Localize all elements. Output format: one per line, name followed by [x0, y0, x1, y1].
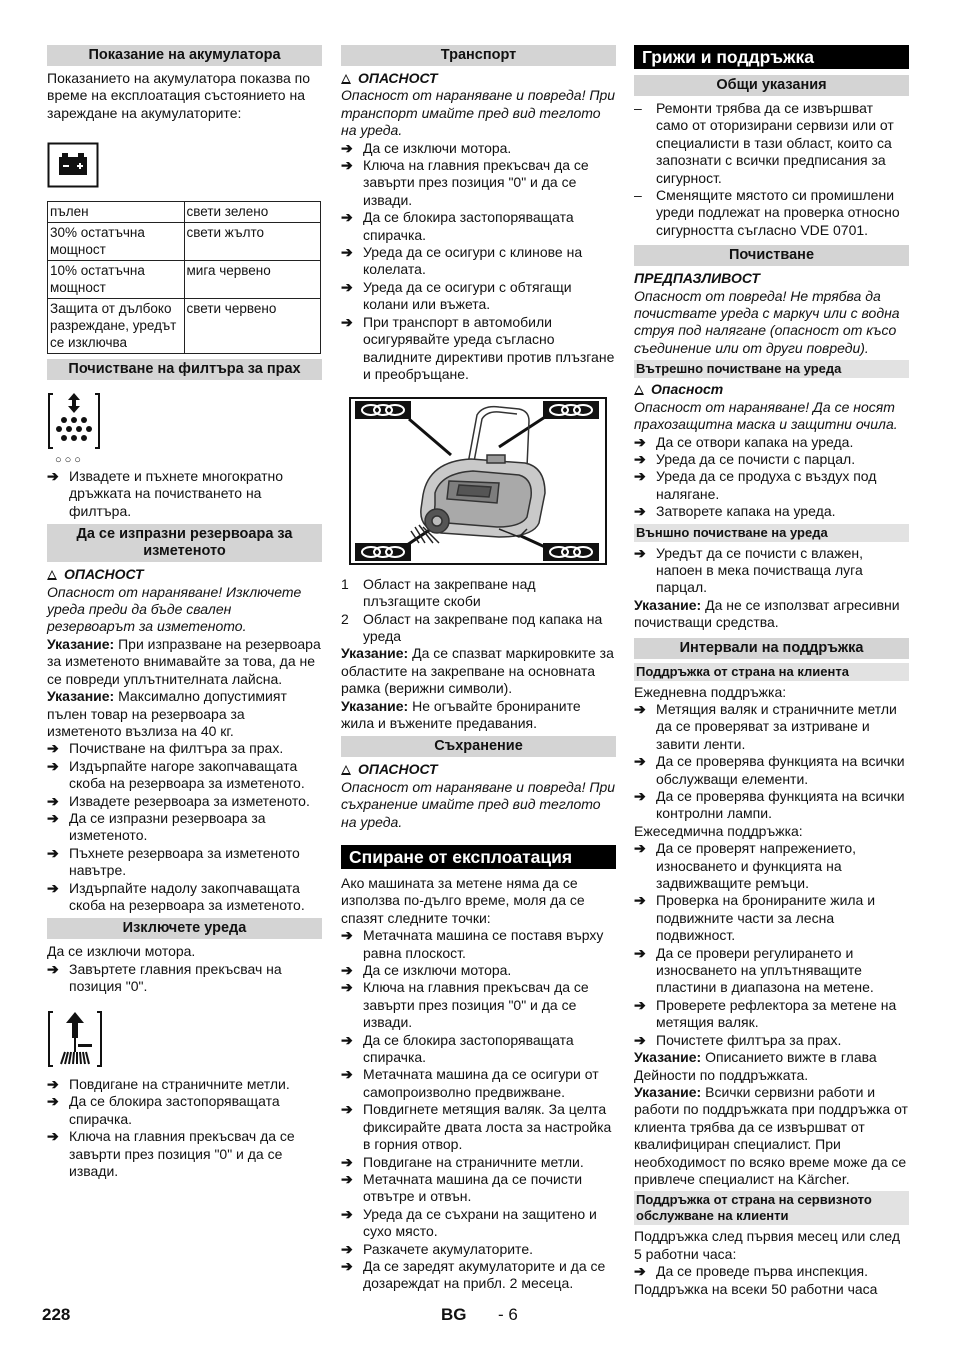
arrow-right-icon: ➔: [341, 1205, 353, 1222]
arrow-right-icon: ➔: [47, 468, 59, 485]
arrow-right-icon: ➔: [341, 1066, 353, 1083]
list-item: ➔ Повдигане на страничните метли.: [341, 1153, 584, 1170]
list-item: ➔ Метачната машина се поставя върху равна плоскост.: [341, 927, 604, 961]
list-item: ➔ Ключа на главния прекъсвач да се завърти през позиция "0" и да се извади.: [341, 157, 589, 208]
list-item: ➔ Да се блокира застопоряващата спирачка.: [47, 1093, 280, 1127]
decommission-intro: Ако машината за метене няма да се използва по-дълго време, моля да се спазят следните точки:: [341, 875, 585, 926]
arrow-right-icon: ➔: [341, 1153, 353, 1170]
arrow-right-icon: ➔: [47, 757, 59, 774]
note: Указание: Всички сервизни работи и работи по поддръжката при поддръжка от клиента трябва да се извършват от квалифициран специалист. При необходимост по всяко време може да се привлече специалист на Kärcher.: [634, 1083, 908, 1187]
arrow-right-icon: ➔: [341, 209, 353, 226]
subsection-title-customer: Поддръжка от страна на клиента: [634, 663, 909, 681]
arrow-right-icon: ➔: [341, 962, 353, 979]
list-item: ➔ Да се провери регулирането и износването на уплътняващите пластини в диапазона на метене.: [634, 944, 874, 996]
note: Указание: Да се спазват маркировките за областите на закрепване на основната рамка (верижни символи).: [341, 645, 614, 697]
list-item: ➔ Да се проверят напрежението, износването и функцията на задвижващите ремъци.: [634, 840, 857, 892]
note: Указание: Не огъвайте бронираните жила и въжените предавания.: [341, 697, 581, 731]
section-title-battery: Показание на акумулатора: [47, 45, 322, 66]
battery-status-table: [47, 201, 321, 354]
list-item: – Ремонти трябва да се извършват само от оторизирани сервизи или от специалисти в тази област, които са запознати с всички предписания за сигурност.: [634, 100, 894, 186]
list-item: ➔ Затворете капака на уреда.: [634, 503, 836, 520]
table-row: [48, 298, 321, 353]
list-item: ➔ Да се проведе първа инспекция.: [634, 1263, 869, 1280]
filter-shaker-icon: ○○○: [47, 392, 322, 466]
language-code: BG: [441, 1305, 467, 1324]
arrow-right-icon: ➔: [634, 840, 646, 857]
table-cell: Защита от дълбоко разреждане, уредът се изключва: [48, 298, 185, 353]
daily-label: Ежедневна поддръжка:: [634, 683, 787, 700]
arrow-right-icon: ➔: [341, 1031, 353, 1048]
list-item: ➔ Да се изключи мотора.: [341, 139, 512, 156]
arrow-right-icon: ➔: [47, 1076, 59, 1092]
service-intro: Поддръжка след първия месец или след 5 работни часа:: [634, 1228, 901, 1262]
arrow-right-icon: ➔: [47, 1093, 59, 1110]
list-item: ➔ Почистване на филтъра за прах.: [47, 740, 284, 757]
section-title-cleaning: Почистване: [634, 245, 909, 266]
list-item: ➔ Метачната машина да се осигури от самопроизволно предвижване.: [341, 1066, 599, 1100]
note: Указание: Максимално допустимият пълен товар на резервоара за изметеното възлиза на 40 кг.: [47, 688, 287, 739]
list-item: ➔ Разкачете акумулаторите.: [341, 1240, 533, 1257]
sweeper-tiedown-figure: [349, 397, 616, 569]
section-title-empty: Да се изпразни резервоара за изметеното: [47, 524, 322, 562]
battery-icon: [47, 142, 322, 192]
brush-lift-icon: [47, 1010, 322, 1072]
arrow-right-icon: ➔: [634, 892, 646, 909]
arrow-right-icon: ➔: [47, 960, 59, 977]
arrow-right-icon: ➔: [634, 544, 646, 561]
arrow-right-icon: ➔: [634, 753, 646, 770]
arrow-right-icon: ➔: [634, 468, 646, 485]
table-cell: пълен: [48, 201, 185, 222]
column-right: [634, 45, 909, 1298]
list-item: ➔ Проверете рефлектора за метене на метящия валяк.: [634, 996, 897, 1031]
list-item: ➔ Метящия валяк и страничните метли да се проверяват за изтриване и завити ленти.: [634, 700, 897, 752]
warning-icon: [341, 765, 351, 775]
battery-text: Показанието на акумулатора показва по време на експлоатация състоянието на зареждане на акумулаторите:: [47, 70, 311, 121]
arrow-right-icon: ➔: [341, 1101, 353, 1118]
arrow-right-icon: ➔: [634, 503, 646, 520]
note: Указание: При изпразване на резервоара за изметеното внимавайте за това, да не се повреди уплътнителната лайсна.: [47, 635, 321, 687]
list-item: – Сменящите мястото си промишлени уреди подлежат на проверка относно сигурността съгласно VDE 0701.: [634, 187, 900, 238]
danger-label: ОПАСНОСТ: [47, 566, 322, 583]
list-item: ➔ Да се блокира застопоряващата спирачка.: [341, 209, 574, 243]
arrow-right-icon: ➔: [634, 433, 646, 450]
section-title-general: Общи указания: [634, 75, 909, 96]
section-title-transport: Транспорт: [341, 45, 616, 66]
table-cell: 30% остатъчна мощност: [48, 222, 185, 260]
arrow-right-icon: ➔: [634, 1263, 646, 1280]
list-item: ➔ Извадете резервоара за изметеното.: [47, 792, 310, 809]
list-item: ➔ Да се заредят акумулаторите и да се дозареждат на прибл. 2 месеца.: [341, 1257, 606, 1292]
danger-text: Опасност от нараняване! Изключете уреда преди да бъде свален резервоарът за изметеното.: [47, 583, 302, 635]
arrow-right-icon: ➔: [47, 879, 59, 896]
arrow-right-icon: ➔: [341, 927, 353, 944]
caution-text: Опасност от повреда! Не трябва да почиствате уреда с маркуч или с водна струя под налягане (опасност от късо съединение или от други повреди).: [634, 287, 900, 356]
arrow-right-icon: ➔: [341, 979, 353, 996]
arrow-right-icon: ➔: [47, 740, 59, 757]
table-cell: мига червено: [184, 260, 321, 298]
list-item: ➔ Да се изпразни резервоара за изметеното.: [47, 809, 266, 844]
arrow-right-icon: ➔: [634, 450, 646, 467]
list-item: ➔ Уреда да се съхрани на защитено и сухо място.: [341, 1205, 597, 1240]
chain-symbol-icon: [355, 543, 411, 561]
warning-icon: [47, 570, 57, 580]
column-middle: [341, 45, 616, 1293]
list-item: ➔ При транспорт в автомобили осигурявайте уреда съгласно валидните директиви против плъзгане и преобръщане.: [341, 313, 615, 382]
arrow-right-icon: ➔: [634, 996, 646, 1013]
legend-item: 1 Област на закрепване над плъзгащите скоби: [341, 575, 536, 610]
danger-text: Опасност от нараняване! Да се носят прахозащитна маска и защитни очила.: [634, 398, 898, 433]
arrow-right-icon: ➔: [341, 1257, 353, 1274]
list-item: ➔ Да се блокира застопоряващата спирачка.: [341, 1031, 574, 1066]
note: Указание: Да не се използват агресивни почистващи средства.: [634, 596, 900, 631]
arrow-right-icon: ➔: [341, 244, 353, 261]
list-item: ➔ Уредът да се почисти с влажен, напоен в мека почистваща луга парцал.: [634, 544, 863, 596]
chapter-title-decommission: Спиране от експлоатация: [341, 845, 616, 869]
service-after: Поддръжка на всеки 50 работни часа: [634, 1280, 878, 1297]
arrow-right-icon: ➔: [341, 1170, 353, 1187]
chain-symbol-icon: [543, 401, 599, 419]
danger-text: Опасност от нараняване и повреда! При съхранение имайте пред вид теглото на уреда.: [341, 778, 616, 830]
arrow-right-icon: ➔: [634, 944, 646, 961]
list-item: ➔ Уреда да се осигури с клинове на колелата.: [341, 244, 583, 278]
table-row: [48, 201, 321, 222]
page-number: 228: [42, 1305, 71, 1324]
list-item: ➔ Уреда да се продуха с въздух под налягане.: [634, 468, 877, 502]
section-title-switchoff: Изключете уреда: [47, 918, 322, 939]
list-item: ➔ Ключа на главния прекъсвач да се завърти през позиция "0" и да се извади.: [341, 979, 589, 1031]
list-item: ➔ Издърпайте нагоре закопчаващата скоба на резервоара за изметеното.: [47, 757, 305, 792]
list-item: ➔ Да се проверява функцията на всички обслужващи елементи.: [634, 753, 905, 787]
page-sub-number: - 6: [498, 1305, 518, 1324]
caution-label: ПРЕДПАЗЛИВОСТ: [634, 270, 760, 287]
chain-symbol-icon: [543, 543, 599, 561]
danger-label: ОПАСНОСТ: [341, 70, 616, 87]
arrow-right-icon: ➔: [634, 1031, 646, 1048]
arrow-right-icon: ➔: [341, 1240, 353, 1257]
list-item: ➔ Повдигане на страничните метли.: [47, 1076, 290, 1092]
section-title-intervals: Интервали на поддръжка: [634, 638, 909, 659]
arrow-right-icon: ➔: [634, 700, 646, 717]
subsection-title-inner: Вътрешно почистване на уреда: [634, 360, 909, 378]
chain-symbol-icon: [355, 401, 411, 419]
table-cell: свети червено: [184, 298, 321, 353]
switchoff-intro: Да се изключи мотора.: [47, 943, 196, 960]
list-item: ➔ Да се изключи мотора.: [341, 962, 512, 979]
arrow-right-icon: ➔: [341, 157, 353, 174]
arrow-right-icon: ➔: [47, 1128, 59, 1145]
arrow-right-icon: ➔: [341, 278, 353, 295]
arrow-right-icon: ➔: [47, 792, 59, 809]
subsection-title-service: Поддръжка от страна на сервизното обслужване на клиенти: [634, 1191, 909, 1225]
list-item: ➔ Уреда да се осигури с обтягащи колани или въжета.: [341, 278, 572, 313]
list-item: ➔ Проверка на бронираните жила и подвижните части за лесна подвижност.: [634, 892, 876, 944]
arrow-right-icon: ➔: [47, 844, 59, 861]
legend-item: 2 Област на закрепване под капака на уреда: [341, 610, 603, 644]
arrow-right-icon: ➔: [341, 139, 353, 156]
note: Указание: Описанието вижте в глава Дейности по поддръжката.: [634, 1049, 877, 1083]
subsection-title-outer: Външно почистване на уреда: [634, 524, 909, 542]
list-item: ➔ Издърпайте надолу закопчаващата скоба на резервоара за изметеното.: [47, 879, 305, 913]
list-item: ➔ Уреда да се почисти с парцал.: [634, 450, 856, 467]
list-item: ➔ Пъхнете резервоара за изметеното навътре.: [47, 844, 300, 879]
weekly-label: Ежеседмична поддръжка:: [634, 822, 803, 839]
table-row: [48, 222, 321, 260]
arrow-right-icon: ➔: [341, 313, 353, 330]
list-item: ➔ Почистете филтъра за прах.: [634, 1031, 842, 1048]
warning-icon: [634, 385, 644, 395]
table-cell: свети зелено: [184, 201, 321, 222]
list-item: ➔ Повдигнете метящия валяк. За целта фиксирайте двата лоста за настройка в горния отвор.: [341, 1101, 612, 1153]
warning-icon: [341, 74, 351, 84]
section-title-filter: Почистване на филтъра за прах: [47, 359, 322, 380]
arrow-right-icon: ➔: [634, 788, 646, 804]
column-left: [47, 45, 322, 1180]
list-item: ➔ Завъртете главния прекъсвач на позиция "0".: [47, 960, 282, 995]
table-cell: 10% остатъчна мощност: [48, 260, 185, 298]
danger-label: ОПАСНОСТ: [341, 761, 616, 778]
list-item: ➔ Ключа на главния прекъсвач да се завърти през позиция "0" и да се извади.: [47, 1128, 295, 1180]
table-cell: свети жълто: [184, 222, 321, 260]
table-row: [48, 260, 321, 298]
section-title-storage: Съхранение: [341, 736, 616, 757]
arrow-right-icon: ➔: [47, 809, 59, 826]
list-item: ➔ Да се отвори капака на уреда.: [634, 433, 854, 450]
list-item: ➔ Метачната машина да се почисти отвътре и отвън.: [341, 1170, 583, 1205]
danger-label: Опасност: [634, 381, 909, 398]
danger-text: Опасност от нараняване и повреда! При транспорт имайте пред вид теглото на уреда.: [341, 87, 616, 139]
list-item: ➔ Извадете и пъхнете многократно дръжката на почистването на филтъра.: [47, 468, 284, 519]
list-item: ➔ Да се проверява функцията на всички контролни лампи.: [634, 788, 905, 822]
chapter-title-care: Грижи и поддръжка: [634, 45, 909, 69]
